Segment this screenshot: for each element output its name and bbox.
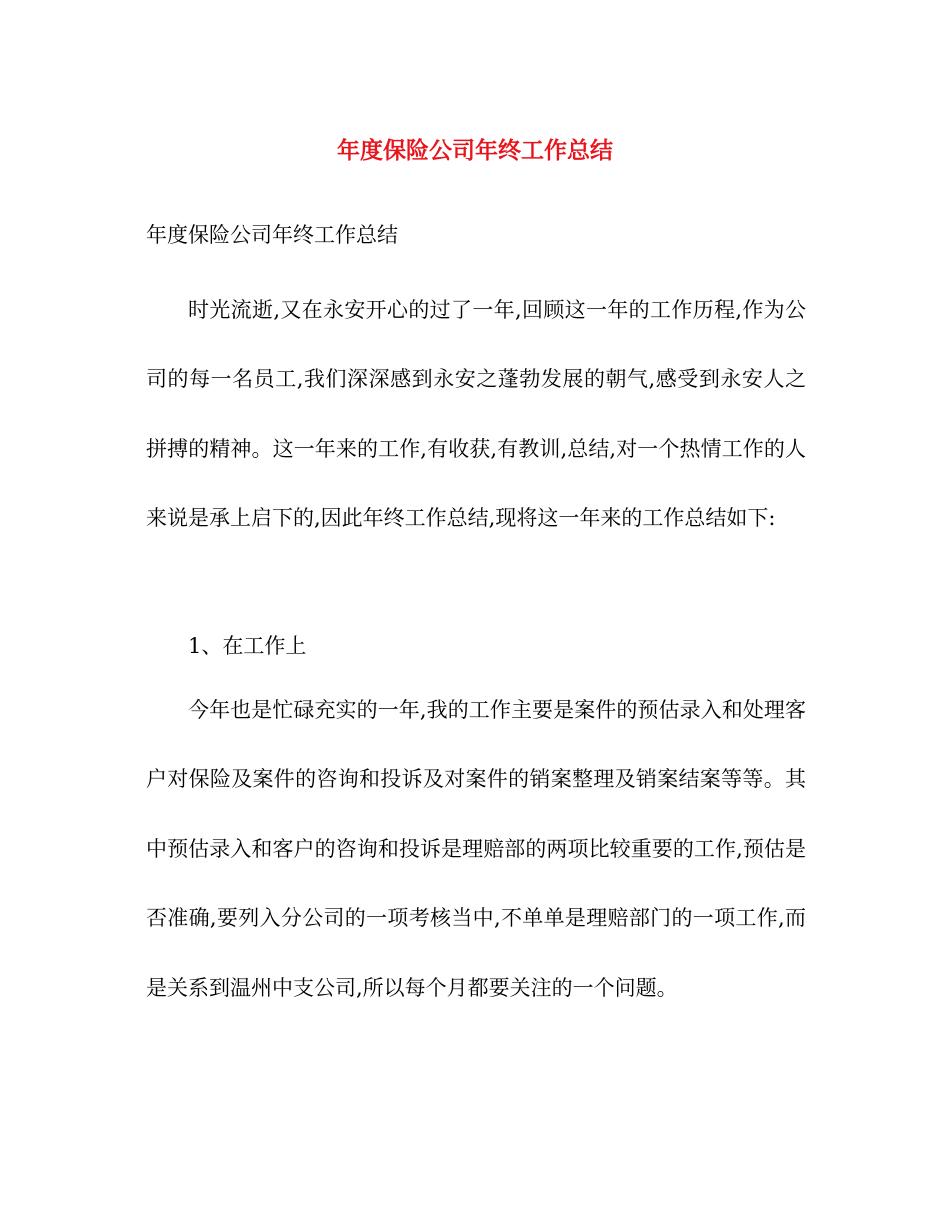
- body-paragraph-intro: 时光流逝,又在永安开心的过了一年,回顾这一年的工作历程,作为公司的每一名员工,我们深深感到永安之蓬勃发展的朝气,感受到永安人之拼搏的精神。这一年来的工作,有收获,有教训,总结,对一个热情工作的人来说是承上启下的,因此年终工作总结,现将这一年来的工作总结如下:: [146, 298, 806, 531]
- section-heading: 1、在工作上: [188, 634, 307, 658]
- document-title: 年度保险公司年终工作总结: [337, 137, 613, 164]
- body-paragraph-work: 今年也是忙碌充实的一年,我的工作主要是案件的预估录入和处理客户对保险及案件的咨询和投诉及对案件的销案整理及销案结案等等。其中预估录入和客户的咨询和投诉是理赔部的两项比较重要的工作,预估是否准确,要列入分公司的一项考核当中,不单单是理赔部门的一项工作,而是关系到温州中支公司,所以每个月都要关注的一个问题。: [146, 698, 806, 1000]
- document-subtitle: 年度保险公司年终工作总结: [146, 223, 398, 247]
